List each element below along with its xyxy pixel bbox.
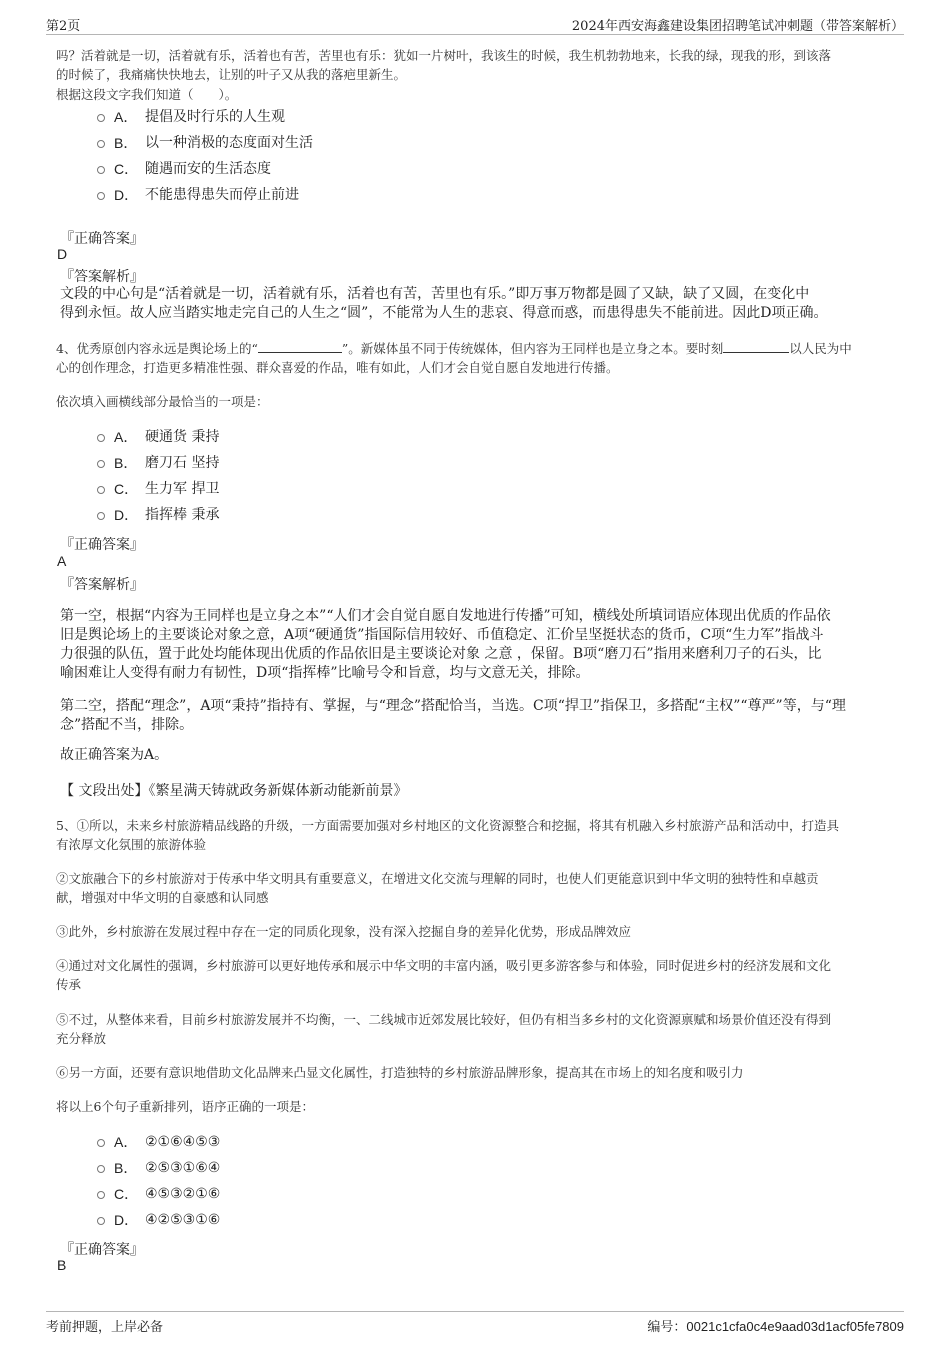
radio-icon[interactable] bbox=[97, 1217, 105, 1225]
q5-sentence-6: ⑥另一方面，还要有意识地借助文化品牌来凸显文化属性，打造独特的乡村旅游品牌形象，提高其在市场上的知名度和吸引力 bbox=[56, 1065, 744, 1080]
q4-conclusion: 故正确答案为A。 bbox=[60, 747, 169, 763]
q4-analysis-label: 『答案解析』 bbox=[60, 577, 144, 593]
option-letter: C． bbox=[114, 1186, 139, 1202]
q3-passage bbox=[56, 46, 896, 84]
radio-icon[interactable] bbox=[97, 192, 105, 200]
option-text: ②⑤③①⑥④ bbox=[145, 1160, 221, 1176]
q3-passage-line: 的时候了，我痛痛快快地去，让别的叶子又从我的落疤里新生。 bbox=[56, 67, 407, 82]
option-text: 以一种消极的态度面对生活 bbox=[145, 135, 313, 151]
page-footer bbox=[46, 1311, 904, 1334]
radio-icon[interactable] bbox=[97, 512, 105, 520]
q4-analysis-line: 喻困难让人变得有耐力有韧性，D项“指挥棒”比喻号令和旨意，均与文意无关，排除。 bbox=[60, 665, 590, 681]
option-text: 磨刀石 坚持 bbox=[145, 455, 220, 471]
q5-sentence-line: ④通过对文化属性的强调，乡村旅游可以更好地传承和展示中华文明的丰富内涵，吸引更多游客参与和体验，同时促进乡村的经济发展和文化 bbox=[56, 958, 832, 973]
q4-stem-part: ”。新媒体虽不同于传统媒体，但内容为王同样也是立身之本。要时刻 bbox=[341, 341, 724, 356]
q4-answer: A bbox=[57, 553, 67, 569]
option-text: ④②⑤③①⑥ bbox=[145, 1212, 221, 1228]
q4-analysis-line: 力很强的队伍，置于此处均能体现出优质的作品依旧是主要谈论对象 之意 ，保留。B项“磨刀石”指用来磨利刀子的石头，比 bbox=[60, 646, 822, 662]
q4-source: 【 文段出处】《繁星满天铸就政务新媒体新动能新前景》 bbox=[60, 783, 408, 799]
option-letter: A． bbox=[114, 429, 138, 445]
option-letter: D． bbox=[114, 507, 139, 523]
q5-answer: B bbox=[57, 1257, 67, 1273]
option-letter: A． bbox=[114, 109, 138, 125]
q3-answer-label: 『正确答案』 bbox=[60, 231, 144, 247]
q3-analysis-line: 文段的中心句是“活着就是一切，活着就有乐，活着也有苦，苦里也有乐。”即万事万物都是圆了又缺，缺了又圆，在变化中 bbox=[60, 286, 810, 302]
option-text: 生力军 捍卫 bbox=[145, 481, 220, 497]
radio-icon[interactable] bbox=[97, 1139, 105, 1147]
q3-analysis bbox=[60, 285, 892, 323]
option-letter: D． bbox=[114, 187, 139, 203]
q4-analysis-line: 第二空，搭配“理念”，A项“秉持”指持有、掌握，与“理念”搭配恰当，当选。C项“捍卫”指保卫，多搭配“主权”“尊严”等，与“理 bbox=[60, 698, 846, 714]
q5-answer-label: 『正确答案』 bbox=[60, 1242, 144, 1258]
q4-analysis-line: 念”搭配不当，排除。 bbox=[60, 717, 194, 733]
q4-analysis-part1 bbox=[60, 607, 892, 683]
q4-stem-part: 以人民为中 bbox=[789, 341, 852, 356]
q3-analysis-label: 『答案解析』 bbox=[60, 269, 144, 285]
radio-icon[interactable] bbox=[97, 166, 105, 174]
option-letter: C． bbox=[114, 481, 139, 497]
option-letter: D． bbox=[114, 1212, 139, 1228]
option-text: ④⑤③②①⑥ bbox=[145, 1186, 221, 1202]
q4-stem-part: 4、优秀原创内容永远是舆论场上的“ bbox=[56, 341, 258, 356]
q4-stem-line bbox=[56, 339, 896, 358]
radio-icon[interactable] bbox=[97, 140, 105, 148]
q5-sentence-line: 5、①所以，未来乡村旅游精品线路的升级，一方面需要加强对乡村地区的文化资源整合和挖掘，将其有机融入乡村旅游产品和活动中，打造具 bbox=[56, 818, 839, 833]
radio-icon[interactable] bbox=[97, 1191, 105, 1199]
q4-analysis-part2 bbox=[60, 697, 892, 735]
fill-blank-1 bbox=[258, 339, 342, 353]
document-code: 编号：0021c1cfa0c4e9aad03d1acf05fe7809 bbox=[647, 1319, 904, 1334]
option-text: 提倡及时行乐的人生观 bbox=[145, 109, 285, 125]
option-text: 不能患得患失而停止前进 bbox=[145, 187, 299, 203]
q3-question: 根据这段文字我们知道（ ）。 bbox=[56, 87, 238, 102]
option-letter: B． bbox=[114, 135, 138, 151]
q5-sentence-line: ⑤不过，从整体来看，目前乡村旅游发展并不均衡，一、二线城市近郊发展比较好，但仍有相当多乡村的文化资源禀赋和场景价值还没有得到 bbox=[56, 1012, 832, 1027]
page-header bbox=[46, 14, 904, 35]
option-text: ②①⑥④⑤③ bbox=[145, 1134, 221, 1150]
option-letter: B． bbox=[114, 455, 138, 471]
q4-answer-label: 『正确答案』 bbox=[60, 537, 144, 553]
q5-sentence-1 bbox=[56, 816, 896, 854]
q5-sentence-line: ②文旅融合下的乡村旅游对于传承中华文明具有重要意义，在增进文化交流与理解的同时，也使人们更能意识到中华文明的独特性和卓越贡 bbox=[56, 871, 819, 886]
q4-analysis-line: 旧是舆论场上的主要谈论对象之意，A项“硬通货”指国际信用较好、币值稳定、汇价呈坚挺状态的货币，C项“生力军”指战斗 bbox=[60, 627, 824, 643]
q5-sentence-line: 献，增强对中华文明的自豪感和认同感 bbox=[56, 890, 269, 905]
option-text: 指挥棒 秉承 bbox=[145, 507, 220, 523]
q4-analysis-line: 第一空，根据“内容为王同样也是立身之本”“人们才会自觉自愿自发地进行传播”可知，横线处所填词语应体现出优质的作品依 bbox=[60, 608, 831, 624]
document-title: 2024年西安海鑫建设集团招聘笔试冲刺题（带答案解析） bbox=[571, 19, 904, 34]
page-number: 第2页 bbox=[46, 19, 81, 34]
q5-sentence-5 bbox=[56, 1010, 896, 1048]
option-letter: C． bbox=[114, 161, 139, 177]
fill-blank-2 bbox=[723, 339, 789, 353]
q5-sentence-line: 充分释放 bbox=[56, 1031, 107, 1046]
q5-sentence-line: 传承 bbox=[56, 977, 82, 992]
radio-icon[interactable] bbox=[97, 460, 105, 468]
q5-sentence-line: 有浓厚文化氛围的旅游体验 bbox=[56, 837, 207, 852]
option-letter: B． bbox=[114, 1160, 138, 1176]
radio-icon[interactable] bbox=[97, 1165, 105, 1173]
q3-passage-line: 吗？活着就是一切，活着就有乐，活着也有苦，苦里也有乐：犹如一片树叶，我该生的时候，我生机勃勃地来，长我的绿，现我的形，到该落 bbox=[56, 48, 832, 63]
q3-analysis-line: 得到永恒。故人应当踏实地走完自己的人生之“圆”，不能常为人生的悲哀、得意而惑，而患得患失不能前进。因此D项正确。 bbox=[60, 305, 828, 321]
q4-question: 依次填入画横线部分最恰当的一项是： bbox=[56, 394, 269, 409]
option-letter: A． bbox=[114, 1134, 138, 1150]
footer-slogan: 考前押题，上岸必备 bbox=[46, 1320, 164, 1335]
radio-icon[interactable] bbox=[97, 486, 105, 494]
q4-stem-line: 心的创作理念，打造更多精准性强、群众喜爱的作品，唯有如此，人们才会自觉自愿自发地进行传播。 bbox=[56, 360, 619, 375]
radio-icon[interactable] bbox=[97, 434, 105, 442]
q4-stem bbox=[56, 339, 896, 377]
q3-answer: D bbox=[57, 246, 68, 262]
radio-icon[interactable] bbox=[97, 114, 105, 122]
option-text: 随遇而安的生活态度 bbox=[145, 161, 271, 177]
option-text: 硬通货 秉持 bbox=[145, 429, 220, 445]
q5-sentence-4 bbox=[56, 956, 896, 994]
q5-sentence-2 bbox=[56, 869, 896, 907]
q5-sentence-3: ③此外，乡村旅游在发展过程中存在一定的同质化现象，没有深入挖掘自身的差异化优势，形成品牌效应 bbox=[56, 924, 632, 939]
q5-question: 将以上6个句子重新排列，语序正确的一项是： bbox=[56, 1099, 314, 1114]
